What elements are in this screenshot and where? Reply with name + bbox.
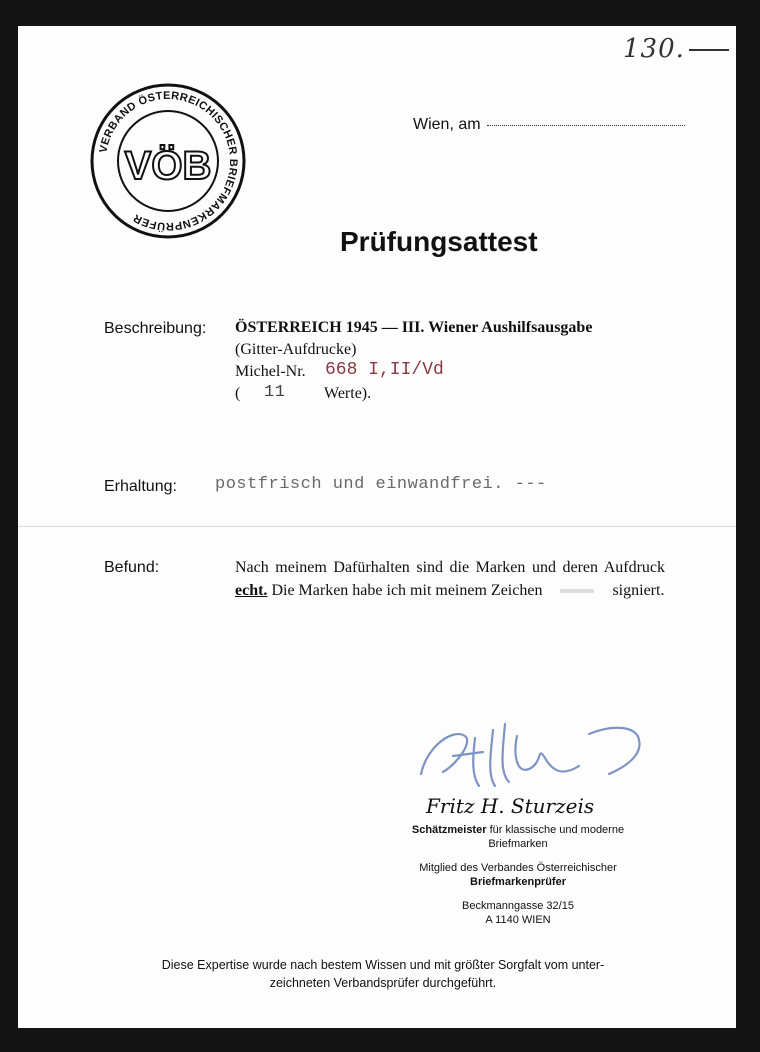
befund-label: Befund: xyxy=(104,559,160,576)
place-date-line xyxy=(413,116,685,134)
examiner-block xyxy=(398,823,638,927)
svg-text:VERBAND ÖSTERREICHISCHER BRIEF: VERBAND ÖSTERREICHISCHER BRIEFMARKENPRÜFER xyxy=(97,89,240,233)
svg-text:VÖB: VÖB xyxy=(124,144,212,188)
pencil-price xyxy=(623,34,729,64)
examiner-role-rest: für klassische und moderne Briefmarken xyxy=(488,824,625,850)
count-value: 11 xyxy=(264,383,286,402)
footer-line2: zeichneten Verbandsprüfer durchgeführt. xyxy=(269,976,497,990)
voeb-seal-logo xyxy=(88,81,248,241)
footer-disclaimer xyxy=(88,956,678,992)
beschreibung-line1: ÖSTERREICH 1945 — III. Wiener Aushilfsausgabe xyxy=(235,319,593,336)
date-blank xyxy=(487,125,685,126)
examiner-street: Beckmanngasse 32/15 xyxy=(462,900,574,912)
document-title: Prüfungsattest xyxy=(340,226,538,257)
count-open: ( xyxy=(235,385,241,402)
befund-part3: signiert. xyxy=(612,582,665,599)
place-date-label: Wien, am xyxy=(413,116,481,133)
fold-line xyxy=(18,526,736,527)
beschreibung-label: Beschreibung: xyxy=(104,320,207,337)
beschreibung-line2: (Gitter-Aufdrucke) xyxy=(235,341,357,358)
michel-number: 668 I,II/Vd xyxy=(325,360,444,380)
price-value: 130. xyxy=(623,34,685,64)
befund-emphasis: echt. xyxy=(235,582,268,599)
examiner-city: A 1140 WIEN xyxy=(485,914,551,926)
befund-part2: Die Marken habe ich mit meinem Zeichen xyxy=(271,582,543,599)
count-close: Werte). xyxy=(324,385,372,402)
footer-line1: Diese Expertise wurde nach bestem Wissen und mit größter Sorgfalt vom unter- xyxy=(161,958,605,972)
association-name: Briefmarkenprüfer xyxy=(470,876,566,888)
member-line: Mitglied des Verbandes Österreichischer xyxy=(419,862,617,874)
michel-label: Michel-Nr. xyxy=(235,363,306,380)
befund-part1: Nach meinem Dafürhalten sind die Marken und deren Aufdruck xyxy=(235,559,665,576)
certificate-sheet xyxy=(18,26,736,1028)
signature-name: Fritz H. Sturzeis xyxy=(426,794,595,818)
examiner-mark xyxy=(560,589,594,593)
befund-text xyxy=(235,556,665,602)
examiner-role: Schätzmeister xyxy=(411,824,487,836)
erhaltung-value: postfrisch und einwandfrei. --- xyxy=(215,475,547,494)
erhaltung-label: Erhaltung: xyxy=(104,478,177,495)
